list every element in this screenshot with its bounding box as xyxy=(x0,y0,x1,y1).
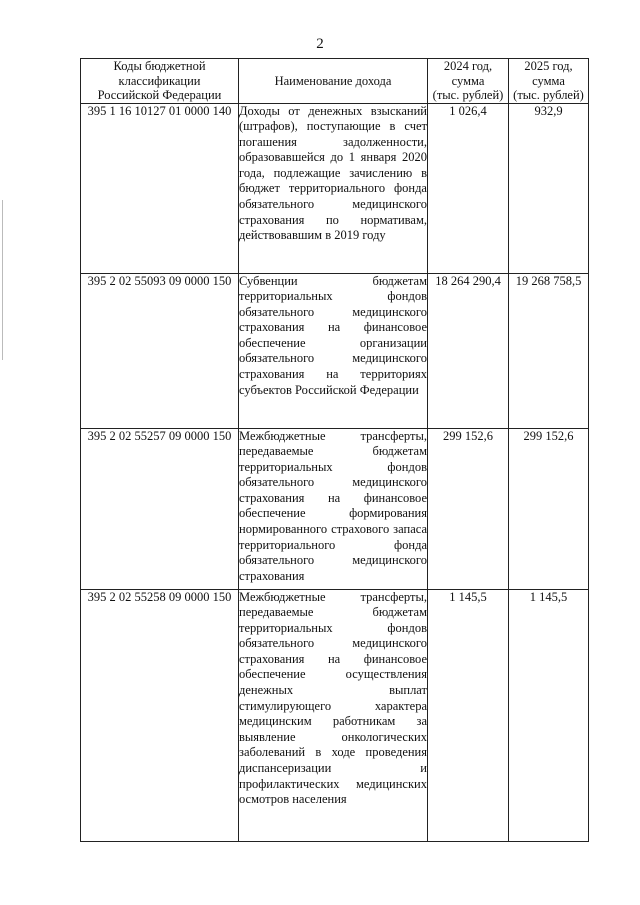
table-row xyxy=(81,589,589,841)
row-revenue-name: Субвенции бюджетам территориальных фондов обязательного медицинского страхования на финансовое обеспечение организации обязательного медицинского страхования на территориях субъектов Российской Федерации xyxy=(239,273,428,428)
table-row xyxy=(81,103,589,273)
header-2025-line-1: 2025 год, xyxy=(524,59,573,73)
row-budget-code: 395 2 02 55257 09 0000 150 xyxy=(81,428,239,589)
row-revenue-name: Межбюджетные трансферты, передаваемые бюджетам территориальных фондов обязательного медицинского страхования на финансовое обеспечение формирования нормированного страхового запаса территориального фонда обязательного медицинского страхования xyxy=(239,428,428,589)
header-2024-line-1: 2024 год, xyxy=(443,59,493,73)
table-row xyxy=(81,273,589,428)
row-amount-2025: 19 268 758,5 xyxy=(509,273,589,428)
table-row xyxy=(81,428,589,589)
row-amount-2025: 1 145,5 xyxy=(509,589,589,841)
row-revenue-name: Доходы от денежных взысканий (штрафов), поступающие в счет погашения задолженности, образовавшейся до 1 января 2020 года, подлежащие зачислению в бюджет территориального фонда обязательного медицинского страхования по нормативам, действовавшим в 2019 году xyxy=(239,103,428,273)
row-amount-2024: 18 264 290,4 xyxy=(428,273,509,428)
row-amount-2024: 299 152,6 xyxy=(428,428,509,589)
header-year-2024 xyxy=(428,59,509,104)
header-revenue-name xyxy=(239,59,428,104)
row-amount-2025: 299 152,6 xyxy=(509,428,589,589)
header-name-text: Наименование дохода xyxy=(274,73,392,88)
row-amount-2024: 1 145,5 xyxy=(428,589,509,841)
table-header-row xyxy=(81,59,589,104)
header-code-line-1: Коды бюджетной xyxy=(113,59,206,73)
header-code-line-2: классификации xyxy=(118,73,201,88)
row-budget-code: 395 2 02 55258 09 0000 150 xyxy=(81,589,239,841)
header-2025-line-3: (тыс. рублей) xyxy=(513,88,584,102)
row-amount-2025: 932,9 xyxy=(509,103,589,273)
header-2024-line-3: (тыс. рублей) xyxy=(432,88,504,102)
header-year-2025 xyxy=(509,59,589,104)
row-budget-code: 395 2 02 55093 09 0000 150 xyxy=(81,273,239,428)
header-budget-code xyxy=(81,59,239,104)
budget-revenue-table xyxy=(80,58,589,842)
header-2025-line-2: сумма xyxy=(532,73,565,88)
row-amount-2024: 1 026,4 xyxy=(428,103,509,273)
page-number: 2 xyxy=(316,36,324,52)
scan-margin-line xyxy=(2,200,3,360)
header-2024-line-2: сумма xyxy=(451,73,485,88)
header-code-line-3: Российской Федерации xyxy=(97,88,222,102)
row-revenue-name: Межбюджетные трансферты, передаваемые бюджетам территориальных фондов обязательного медицинского страхования на финансовое обеспечение осуществления денежных выплат стимулирующего характера медицинским работникам за выявление онкологических заболеваний в ходе проведения диспансеризации и профилактических медицинских осмотров населения xyxy=(239,589,428,841)
row-budget-code: 395 1 16 10127 01 0000 140 xyxy=(81,103,239,273)
